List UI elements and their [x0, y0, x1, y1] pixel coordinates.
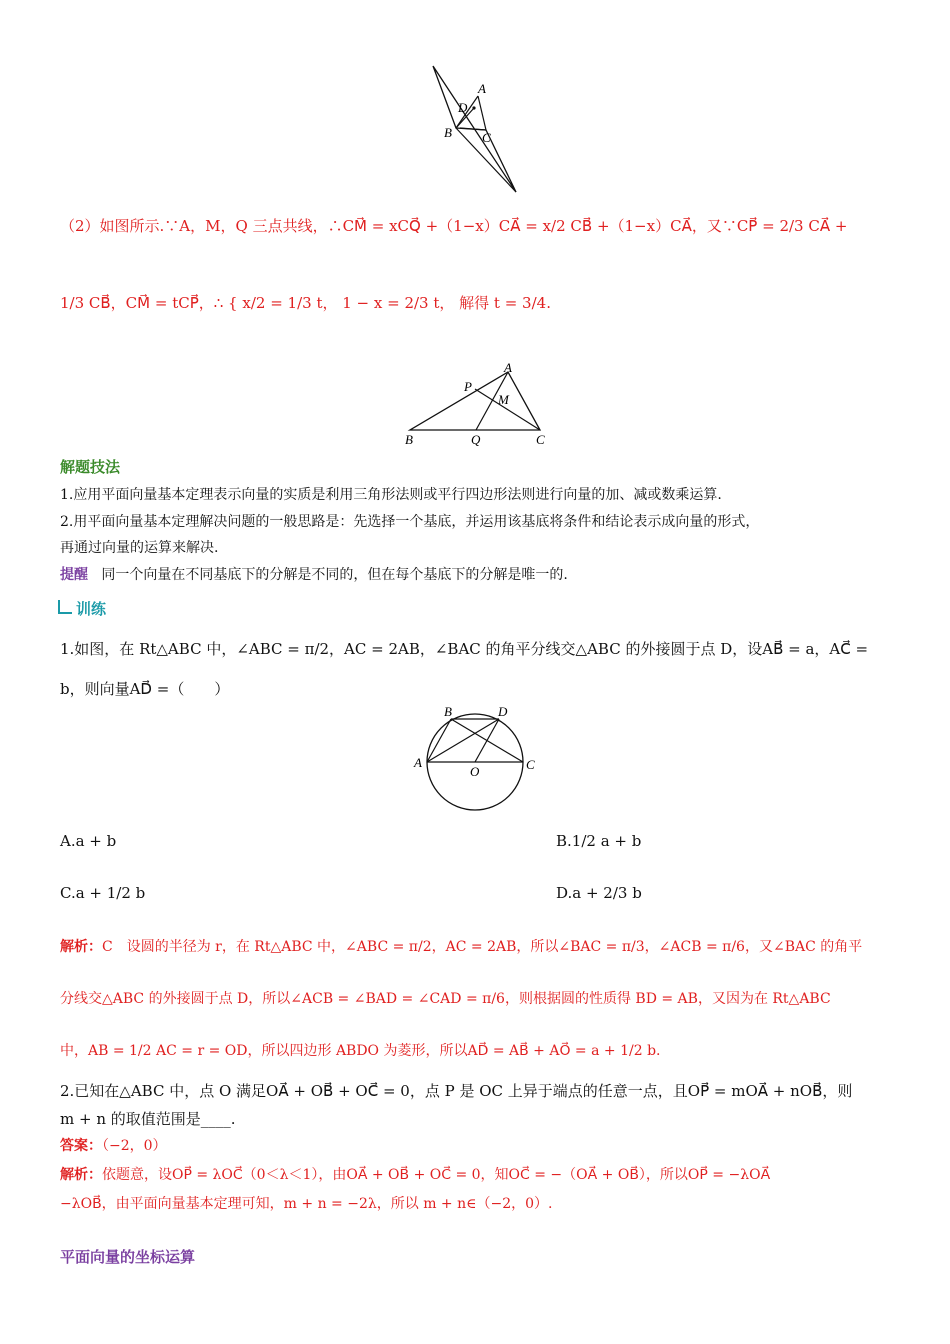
- tips-heading: 解题技法: [60, 458, 121, 476]
- option-c[interactable]: C.a + 1/2 b: [60, 884, 146, 902]
- label-c: C: [536, 432, 545, 447]
- q1-line2: b，则向量AD⃗ =（ ）: [60, 680, 230, 698]
- label-b: B: [444, 704, 452, 719]
- training-title: 训练: [76, 600, 107, 618]
- tips-reminder: [60, 564, 568, 584]
- tips-item2b: 再通过向量的运算来解决.: [60, 540, 219, 556]
- training-heading: [58, 598, 106, 619]
- label-d: D: [458, 100, 468, 115]
- part2-line1: （2）如图所示.∵A，M，Q 三点共线，∴CM⃗ = xCQ⃗ +（1−x）CA⃗ = x/2 CB⃗ +（1−x）CA⃗，又∵CP⃗ = 2/3 CA⃗ +: [60, 217, 848, 235]
- label-a: A: [478, 81, 486, 96]
- label-a: A: [414, 755, 422, 770]
- q1-line1: 1.如图，在 Rt△ABC 中，∠ABC = π/2，AC = 2AB，∠BAC 的角平分线交△ABC 的外接圆于点 D，设AB⃗ = a，AC⃗ =: [60, 640, 869, 658]
- q1-sol2: 分线交△ABC 的外接圆于点 D，所以∠ACB = ∠BAD = ∠CAD = π/6，则根据圆的性质得 BD = AB，又因为在 Rt△ABC: [60, 991, 831, 1007]
- part2-line2: 1/3 CB⃗，CM⃗ = tCP⃗，∴ { x/2 = 1/3 t， 1 − x = 2/3 t， 解得 t = 3/4.: [60, 294, 551, 312]
- tips-item1: 1.应用平面向量基本定理表示向量的实质是利用三角形法则或平行四边形法则进行向量的加、减或数乘运算.: [60, 487, 722, 503]
- q2-ans-value: （−2，0）: [102, 1138, 167, 1154]
- label-c: C: [526, 757, 535, 772]
- q1-sol3: 中，AB = 1/2 AC = r = OD，所以四边形 ABDO 为菱形，所以AD⃗ = AB⃗ + AO⃗ = a + 1/2 b.: [60, 1043, 661, 1059]
- label-q: Q: [471, 432, 481, 447]
- next-section-heading: 平面向量的坐标运算: [60, 1248, 196, 1266]
- label-m: M: [498, 392, 509, 407]
- training-icon: [58, 600, 72, 614]
- option-b[interactable]: B.1/2 a + b: [556, 832, 642, 850]
- option-d[interactable]: D.a + 2/3 b: [556, 884, 642, 902]
- q2-sol-label: 解析：: [60, 1167, 102, 1183]
- label-o: O: [470, 764, 480, 779]
- label-a: A: [504, 360, 512, 375]
- option-a[interactable]: A.a + b: [60, 832, 117, 850]
- label-b: B: [405, 432, 413, 447]
- figure-triangle-abcd: [420, 58, 530, 198]
- q1-sol1-text: C 设圆的半径为 r，在 Rt△ABC 中，∠ABC = π/2，AC = 2AB，所以∠BAC = π/3，∠ACB = π/6，又∠BAC 的角平: [102, 939, 863, 955]
- q1-sol-label: 解析：: [60, 939, 102, 955]
- q2-line1: 2.已知在△ABC 中，点 O 满足OA⃗ + OB⃗ + OC⃗ = 0，点 P 是 OC 上异于端点的任意一点，且OP⃗ = mOA⃗ + nOB⃗，则: [60, 1082, 853, 1100]
- q2-ans-label: 答案：: [60, 1138, 102, 1154]
- label-d: D: [498, 704, 508, 719]
- q2-line2: m + n 的取值范围是____.: [60, 1110, 236, 1128]
- q2-sol2: −λOB⃗，由平面向量基本定理可知，m + n = −2λ，所以 m + n∈（−2，0）.: [60, 1196, 553, 1212]
- label-p: P: [464, 379, 472, 394]
- reminder-label: 提醒: [60, 567, 88, 583]
- q1-sol1: [60, 936, 862, 956]
- figure-triangle-pqm: [400, 360, 560, 450]
- label-b: B: [444, 125, 452, 140]
- figure-circle-abdo: [408, 700, 542, 816]
- q2-answer: [60, 1135, 167, 1155]
- tips-item2a: 2.用平面向量基本定理解决问题的一般思路是：先选择一个基底，并运用该基底将条件和结论表示成向量的形式，: [60, 514, 760, 530]
- q2-sol1: [60, 1164, 770, 1184]
- label-c: C: [482, 130, 491, 145]
- reminder-text: 同一个向量在不同基底下的分解是不同的，但在每个基底下的分解是唯一的.: [101, 567, 568, 583]
- q2-sol1-text: 依题意，设OP⃗ = λOC⃗（0＜λ＜1），由OA⃗ + OB⃗ + OC⃗ = 0，知OC⃗ = −（OA⃗ + OB⃗），所以OP⃗ = −λOA⃗: [102, 1167, 771, 1183]
